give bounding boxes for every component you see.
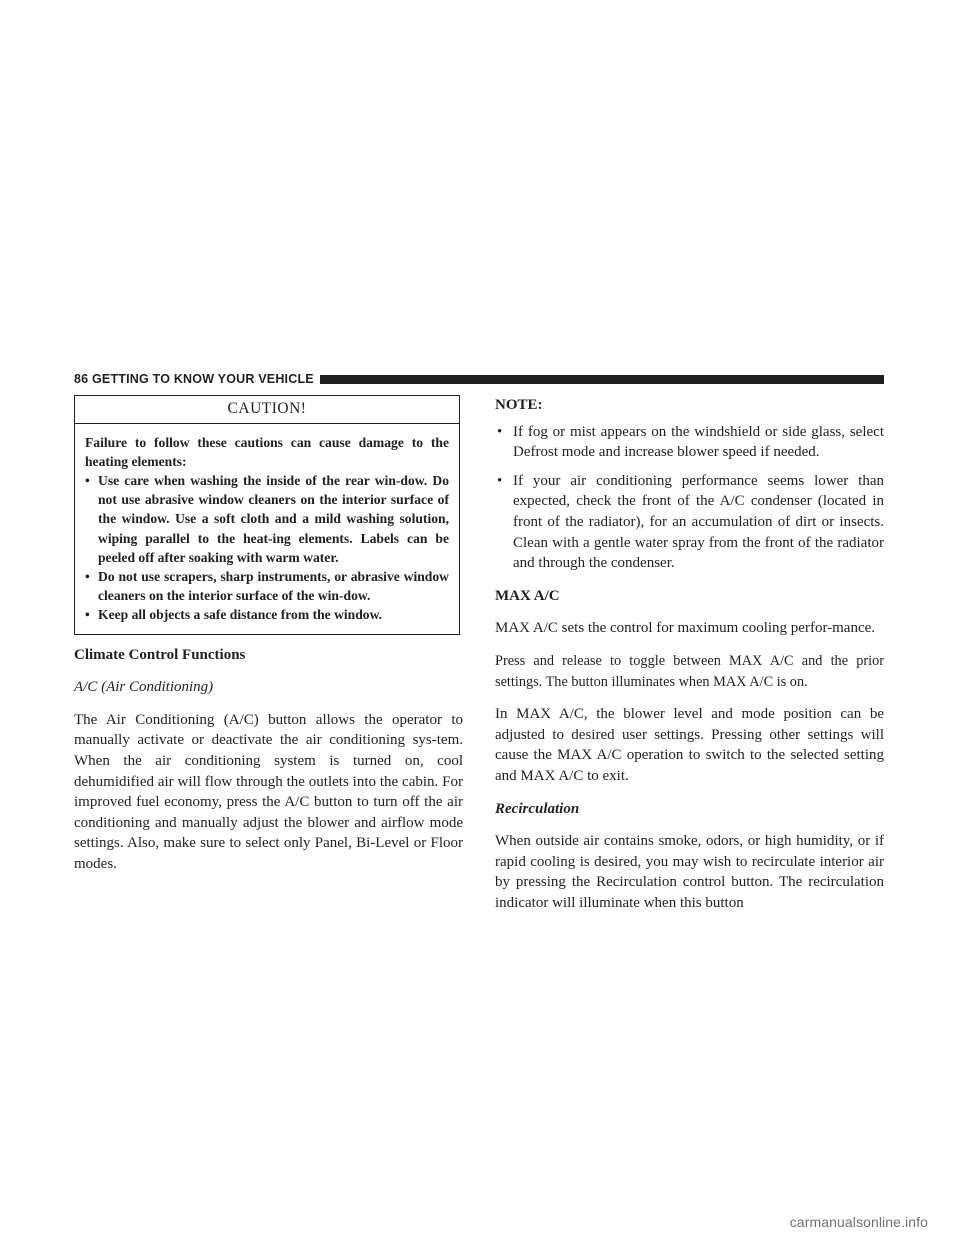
- max-ac-heading: MAX A/C: [495, 587, 560, 604]
- bullet-icon: •: [85, 473, 90, 488]
- left-column: [74, 395, 463, 887]
- caution-item: [85, 605, 449, 624]
- max-ac-paragraph-3: In MAX A/C, the blower level and mode position can be adjusted to desired user settings. Pressing other settings will cause the MAX A/C operation to switch to the selected setting and MAX A/C to exit.: [495, 706, 884, 784]
- caution-item-text: Do not use scrapers, sharp instruments, or abrasive window cleaners on the interior surface of the win-dow.: [98, 569, 449, 604]
- section-title: GETTING TO KNOW YOUR VEHICLE: [92, 372, 314, 386]
- climate-control-heading: Climate Control Functions: [74, 646, 246, 663]
- watermark: carmanualsonline.info: [789, 1214, 928, 1230]
- caution-item: [85, 471, 449, 567]
- note-list: [495, 422, 884, 574]
- caution-list: [85, 471, 449, 625]
- note-item: [495, 471, 884, 574]
- right-column: [495, 395, 884, 925]
- caution-item: [85, 567, 449, 605]
- max-ac-paragraph-2: Press and release to toggle between MAX A/C and the prior settings. The button illuminates when MAX A/C is on.: [495, 652, 884, 690]
- caution-title: CAUTION!: [75, 396, 459, 424]
- bullet-icon: •: [85, 569, 90, 585]
- ac-subheading: A/C (Air Conditioning): [74, 679, 214, 696]
- caution-body: [75, 424, 459, 634]
- ac-paragraph: The Air Conditioning (A/C) button allows the operator to manually activate or deactivate the air conditioning sys-tem. When the air conditioning system is turned on, cool dehumidified air will flow through the outlets into the cabin. For improved fuel economy, press the A/C button to turn off the air conditioning and manually adjust the blower and airflow mode settings. Also, make sure to select only Panel, Bi-Level or Floor modes.: [74, 711, 463, 872]
- bullet-icon: •: [497, 472, 503, 489]
- recirculation-heading: Recirculation: [495, 800, 580, 817]
- max-ac-paragraph-1: MAX A/C sets the control for maximum cooling perfor-mance.: [495, 620, 876, 637]
- note-item: [495, 422, 884, 463]
- note-label: NOTE:: [495, 397, 543, 413]
- caution-intro: Failure to follow these cautions can cause damage to the heating elements:: [85, 434, 449, 469]
- page-number: 86: [74, 372, 89, 386]
- page-header-text: [74, 372, 320, 386]
- header-rule: [320, 375, 884, 384]
- bullet-icon: •: [497, 423, 503, 440]
- caution-item-text: Use care when washing the inside of the rear win-dow. Do not use abrasive window cleaners on the interior surface of the window. Use a soft cloth and a mild washing solution, wiping parallel to the heat-ing elements. Labels can be peeled off after soaking with warm water.: [98, 473, 449, 565]
- note-item-text: If your air conditioning performance seems lower than expected, check the front of the A/C condenser (located in front of the radiator), for an accumulation of dirt or insects. Clean with a gentle water spray from the front of the radiator and through the condenser.: [513, 472, 884, 572]
- caution-box: [74, 395, 460, 635]
- page-header: [74, 372, 884, 386]
- note-item-text: If fog or mist appears on the windshield or side glass, select Defrost mode and increase blower speed if needed.: [513, 423, 884, 461]
- caution-item-text: Keep all objects a safe distance from the window.: [98, 607, 383, 623]
- bullet-icon: •: [85, 607, 90, 623]
- recirculation-paragraph: When outside air contains smoke, odors, or high humidity, or if rapid cooling is desired, you may wish to recirculate interior air by pressing the Recirculation control button. The recirculation indicator will illuminate when this button: [495, 833, 884, 911]
